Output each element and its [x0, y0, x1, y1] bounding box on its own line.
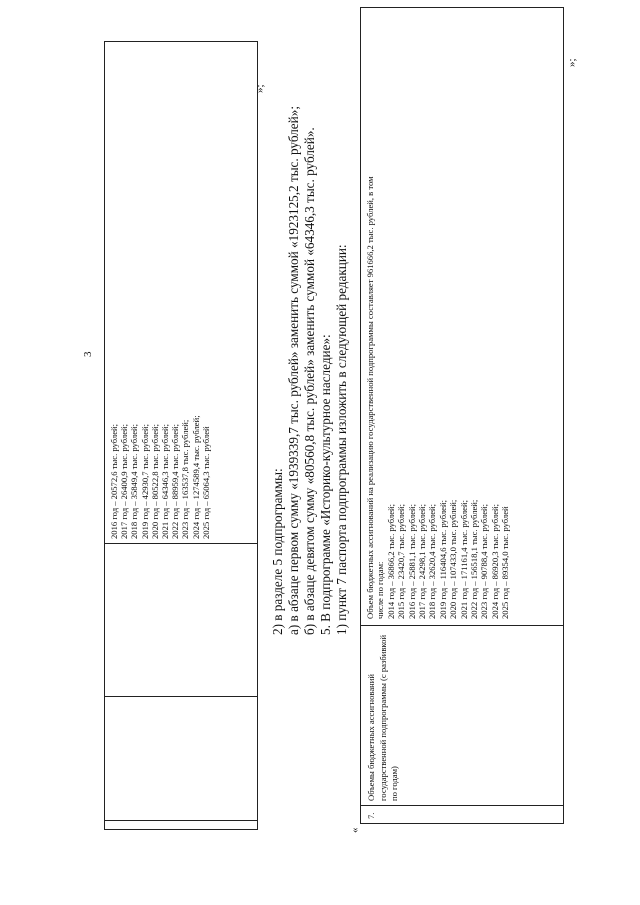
budget-table-continuation: [104, 41, 258, 830]
content-line: 2024 год – 86920,3 тыс. рублей;: [489, 504, 500, 619]
page-number: 3: [82, 351, 94, 357]
content-line: 2017 год – 24298,1 тыс. рублей;: [417, 504, 428, 619]
budget-line: 2018 год – 35849,4 тыс. рублей;: [129, 424, 140, 539]
content-line: 2018 год – 32620,4 тыс. рублей;: [427, 504, 438, 619]
table-column-divider: [105, 543, 257, 544]
table-column-divider: [105, 820, 257, 821]
content-line: 2019 год – 116404,6 тыс. рублей;: [437, 500, 448, 619]
budget-line: 2017 год – 26400,9 тыс. рублей;: [119, 424, 130, 539]
row-number: 7.: [366, 812, 376, 819]
content-line: 2020 год – 107433,0 тыс. рублей;: [448, 499, 459, 619]
closing-quote: »;: [254, 84, 266, 93]
paragraph-section5: 2) в разделе 5 подпрограммы:: [270, 468, 285, 635]
number-cell: [361, 805, 563, 823]
passport-point7-table: [360, 7, 564, 824]
budget-line: 2019 год – 42930,7 тыс. рублей;: [139, 424, 150, 539]
budget-line: 2023 год – 163537,8 тыс. рублей;: [180, 419, 191, 539]
paragraph-point7-intro: 1) пункт 7 паспорта подпрограммы изложить в следующей редакции:: [334, 244, 349, 635]
content-line: Объем бюджетных ассигнований на реализацию государственной подпрограммы составляет 961666,2 тыс. рублей, в том: [365, 176, 375, 619]
budget-line: 2020 год – 80522,8 тыс. рублей;: [149, 424, 160, 539]
content-line: 2015 год – 23420,7 тыс. рублей;: [396, 504, 407, 619]
content-line: 2014 год – 36866,2 тыс. рублей;: [385, 504, 396, 619]
content-line: 2023 год – 90788,4 тыс. рублей;: [479, 504, 490, 619]
content-line: 2016 год – 25881,1 тыс. рублей;: [406, 504, 417, 619]
table-column-divider: [105, 696, 257, 697]
paragraph-ninth-amount: б) в абзаце девятом сумму «80560,8 тыс. рублей» заменить суммой «64346,3 тыс. рублей».: [302, 127, 317, 635]
content-cell: [365, 176, 511, 619]
budget-line: 2021 год – 64346,3 тыс. рублей;: [160, 424, 171, 539]
budget-line: 2022 год – 88959,4 тыс. рублей;: [170, 424, 181, 539]
content-line: 2025 год – 89354,0 тыс. рублей: [500, 506, 511, 619]
budget-line: 2025 год – 65064,3 тыс. рублей: [200, 426, 211, 539]
budget-year-list: [109, 415, 211, 539]
content-line: 2022 год – 156518,1 тыс. рублей;: [469, 499, 480, 619]
content-line: 2021 год – 171161,4 тыс. рублей;: [458, 500, 469, 619]
closing-quote: »;: [566, 58, 578, 67]
row-label: Объемы бюджетных ассигнований государственной подпрограммы (с разбивкой по годам): [366, 634, 399, 801]
paragraph-first-amount: а) в абзаце первом сумму «1939339,7 тыс. рублей» заменить суммой «1923125,2 тыс. рублей»;: [286, 106, 301, 635]
label-cell: [361, 625, 563, 805]
budget-line: 2024 год – 1274589,4 тыс. рублей;: [190, 415, 201, 539]
budget-line: 2016 год – 20572,6 тыс. рублей;: [109, 424, 119, 539]
content-line: числе по годам:: [375, 561, 386, 619]
opening-quote: «: [349, 827, 361, 833]
paragraph-subprogram-heading: 5. В подпрограмме «Историко-культурное наследие»:: [318, 334, 333, 635]
